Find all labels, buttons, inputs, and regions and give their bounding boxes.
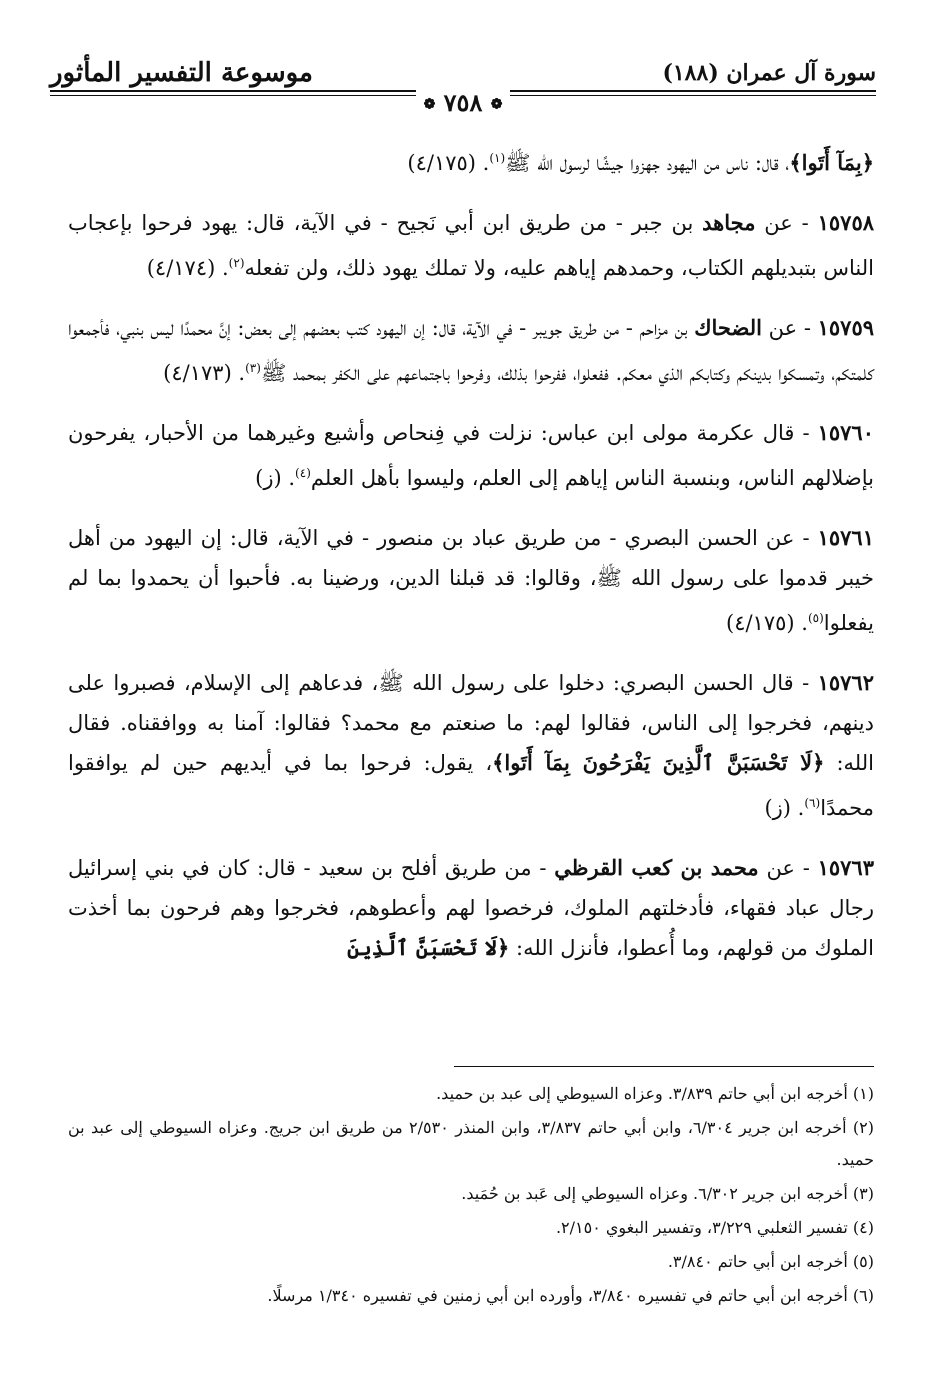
footnote-mark: (١): [489, 151, 506, 165]
entry-15763: [68, 848, 874, 968]
entry-prefix: - عن: [758, 856, 818, 880]
quran-quote: ﴿بِمَآ أَتَوا﴾: [789, 150, 874, 175]
footnote-2: (٢) أخرجه ابن جرير ٦/٣٠٤، وابن أبي حاتم ٣/٨٣٧، وابن المنذر ٢/٥٣٠ من طريق ابن جريج. وعزاه السيوطي إلى عبد بن حميد.: [68, 1118, 875, 1169]
entry-number: ١٥٧٦٠: [817, 420, 874, 445]
footnote-mark: (٦): [804, 796, 821, 810]
page-header: [50, 58, 876, 117]
narrator-name: الضحاك: [694, 315, 762, 340]
volume-reference: . (٤/١٧٤): [146, 256, 229, 280]
footnote-separator: [454, 1066, 874, 1067]
entry-number: ١٥٧٥٨: [817, 210, 875, 235]
footnote-mark: (٣): [245, 361, 261, 375]
footnotes: [68, 1078, 874, 1314]
entry-number: ١٥٧٦١: [817, 525, 874, 550]
footnote-mark: (٤): [295, 466, 311, 480]
quran-quote: ﴿لَا تَحْسَبَنَّ ٱلَّذِينَ يَفْرَحُونَ بِمَآ أَتَوا﴾: [492, 750, 825, 775]
entry-text: - عن الحسن البصري - من طريق عباد بن منصور - في الآية، قال: إن اليهود من أهل خيبر قدموا على رسول الله ﷺ، وقالوا: قد قبلنا الدين، ورضينا به. فأحبوا أن يحمدوا بما لم يفعلوا: [68, 526, 874, 635]
volume-reference: . (ز): [764, 796, 805, 820]
entry-15761: [68, 518, 874, 643]
entry-15759: [68, 308, 874, 393]
footnote-4: (٤) تفسير الثعلبي ٣/٢٢٩، وتفسير البغوي ٢/١٥٠.: [555, 1218, 874, 1237]
entry-15762: [68, 663, 874, 828]
entry-prefix: - عن: [755, 211, 818, 235]
footnote-mark: (٥): [807, 611, 824, 625]
entry-number: ١٥٧٦٢: [817, 670, 874, 695]
entry-text-continued: ، يقول: فرحوا بما في أيديهم حين لم يوافقوا محمدًا: [68, 751, 874, 820]
entry-text: بن مزاحم - من طريق جويبر - في الآية، قال: إن اليهود كتب بعضهم إلى بعض: إنَّ محمدًا ليس بنبي، فأجمعوا كلمتكم، وتمسكوا بدينكم وكتابكم الذي معكم. ففعلوا، ففرحوا بذلك، وفرحوا باجتماعهم على الكفر بمحمد ﷺ: [68, 316, 874, 385]
narrator-name: مجاهد: [702, 210, 756, 235]
ornament-icon: ❁: [423, 96, 436, 113]
page-number: ٧٥٨: [443, 88, 483, 117]
entry-prefix: - عن: [761, 316, 818, 340]
volume-reference: . (٤/١٧٣): [163, 361, 246, 385]
book-title: موسوعة التفسير المأثور: [50, 58, 313, 88]
entry-text: ، قال: ناس من اليهود جهزوا جيشًا لرسول الله ﷺ: [505, 151, 790, 175]
volume-reference: . (٤/١٧٥): [725, 611, 808, 635]
quran-quote: ﴿لَا تَحْسَبَنَّ ٱلَّذِينَ: [347, 935, 510, 960]
entry-continuation: [68, 138, 874, 183]
entry-text: بن جبر - من طريق ابن أبي نَجيح - في الآية، قال: يهود فرحوا بإعجاب الناس بتبديلهم الكتاب، وحمدهم إياهم عليه، ولا تملك يهود ذلك، ولن تفعله: [68, 211, 874, 280]
entry-15760: [68, 413, 874, 498]
entry-text: - قال الحسن البصري: دخلوا على رسول الله ﷺ، فدعاهم إلى الإسلام، فصبروا على دينهم، فخرجوا إلى الناس، فقالوا لهم: ما صنعتم مع محمد؟ فقالوا: آمنا به ووافقناه. فقال الله:: [68, 671, 874, 775]
footnote-6: (٦) أخرجه ابن أبي حاتم في تفسيره ٣/٨٤٠، وأورده ابن أبي زمنين في تفسيره ١/٣٤٠ مرسلًا.: [267, 1286, 874, 1305]
narrator-name: محمد بن كعب القرظي: [554, 855, 759, 880]
footnote-5: (٥) أخرجه ابن أبي حاتم ٣/٨٤٠.: [667, 1252, 874, 1271]
entry-number: ١٥٧٦٣: [817, 855, 874, 880]
footnote-mark: (٢): [228, 256, 245, 270]
ornament-icon: ❁: [490, 96, 503, 113]
main-text: [68, 138, 874, 988]
entry-number: ١٥٧٥٩: [817, 315, 875, 340]
page-number-box: [416, 88, 511, 117]
footnote-1: (١) أخرجه ابن أبي حاتم ٣/٨٣٩. وعزاه السيوطي إلى عبد بن حميد.: [436, 1084, 874, 1103]
entry-15758: [68, 203, 874, 288]
surah-heading: سورة آل عمران (١٨٨): [662, 60, 876, 86]
entry-text: - من طريق أفلح بن سعيد - قال: كان في بني إسرائيل رجال عباد فقهاء، فأدخلتهم الملوك، فرخصوا لهم وأعطوهم، فخرجوا وهم فرحون بما أخذت الملوك من قولهم، وما أُعطوا، فأنزل الله:: [68, 856, 874, 960]
footnote-3: (٣) أخرجه ابن جرير ٦/٣٠٢. وعزاه السيوطي إلى عَبد بن حُمَيد.: [461, 1184, 874, 1203]
entry-text: - قال عكرمة مولى ابن عباس: نزلت في فِنحاص وأشيع وغيرهما من الأحبار، يفرحون بإضلالهم الناس، وبنسبة الناس إياهم إلى العلم، وليسوا بأهل العلم: [68, 421, 874, 490]
volume-reference: . (ز): [255, 466, 296, 490]
page-number-area: [50, 88, 876, 117]
volume-reference: . (٤/١٧٥): [407, 151, 490, 175]
